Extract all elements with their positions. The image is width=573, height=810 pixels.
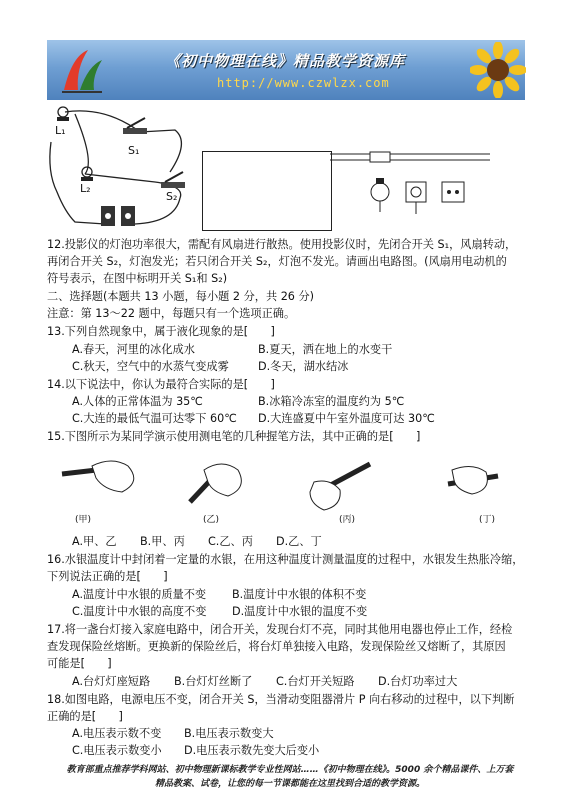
q18-option-c[interactable]: C.电压表示数变小 — [72, 744, 162, 757]
q15-stem: 15.下图所示为某同学演示使用测电笔的几种握笔方法，其中正确的是[ ] — [47, 430, 421, 443]
footer-line-1: 教育部重点推荐学科网站、初中物理新课标教学专业性网站……《初中物理在线》。5000 余个精品课件、上万套 — [66, 765, 514, 775]
q15-option-d[interactable]: D.乙、丁 — [276, 535, 322, 548]
site-logo-icon — [58, 46, 106, 96]
q12-line-3: 符号表示，在图中标明开关 S₁和 S₂) — [47, 272, 228, 285]
q15-option-a[interactable]: A.甲、乙 — [72, 535, 117, 548]
q14-option-d[interactable]: D.大连盛夏中午室外温度可达 30℃ — [258, 412, 435, 425]
q18-stem-1: 18.如图电路，电源电压不变，闭合开关 S，当滑动变阻器滑片 P 向右移动的过程中，以下判断 — [47, 693, 515, 706]
battery-icon — [101, 206, 135, 226]
switch-s1-icon — [123, 118, 147, 134]
sunflower-icon — [470, 42, 526, 98]
answer-box — [202, 151, 332, 231]
caption-bing: (丙) — [339, 515, 356, 525]
caption-jia: (甲) — [75, 515, 92, 525]
test-pencil-grips-figure — [52, 452, 522, 528]
q17-stem-2: 查发现保险丝熔断。更换新的保险丝后，将台灯单独接入电路，发现保险丝又熔断了，其原因 — [47, 640, 506, 653]
q18-option-d[interactable]: D.电压表示数先变大后变小 — [184, 744, 320, 757]
q17-stem-1: 17.将一盏台灯接入家庭电路中，闭合开关，发现台灯不亮，同时其他用电器也停止工作，经检 — [47, 623, 513, 636]
socket-icon — [442, 182, 464, 202]
bulb-l1-icon — [57, 107, 69, 121]
section-heading: 二、选择题(本题共 13 小题，每小题 2 分，共 26 分) — [47, 290, 315, 303]
q16-stem-1: 16.水银温度计中封闭着一定量的水银，在用这种温度计测量温度的过程中，水银发生热胀冷缩， — [47, 553, 524, 566]
q17-option-c[interactable]: C.台灯开关短路 — [276, 675, 355, 688]
hand-grip-bing-icon — [310, 464, 370, 510]
section-note: 注意：第 13～22 题中，每题只有一个选项正确。 — [47, 307, 296, 320]
q15-option-b[interactable]: B.甲、丙 — [140, 535, 185, 548]
q14-option-a[interactable]: A.人体的正常体温为 35℃ — [72, 395, 203, 408]
q17-option-a[interactable]: A.台灯灯座短路 — [72, 675, 151, 688]
q13-option-d[interactable]: D.冬天，湖水结冰 — [258, 360, 349, 373]
label-l2: L₂ — [80, 182, 91, 195]
q16-stem-2: 下列说法正确的是[ ] — [47, 570, 168, 583]
q12-line-2: 再闭合开关 S₂，灯泡发光；若只闭合开关 S₂，灯泡不发光。请画出电路图。(风扇用电动机的 — [47, 255, 507, 268]
q13-stem: 13.下列自然现象中，属于液化现象的是[ ] — [47, 325, 275, 338]
bulb-icon — [371, 178, 389, 212]
q13-option-c[interactable]: C.秋天，空气中的水蒸气变成雾 — [72, 360, 229, 373]
q14-option-b[interactable]: B.冰箱冷冻室的温度约为 5℃ — [258, 395, 405, 408]
q13-option-a[interactable]: A.春天，河里的冰化成水 — [72, 343, 195, 356]
caption-yi: (乙) — [203, 515, 220, 525]
banner-url[interactable]: http://www.czwlzx.com — [217, 76, 390, 90]
q16-option-a[interactable]: A.温度计中水银的质量不变 — [72, 588, 207, 601]
hand-grip-jia-icon — [62, 461, 134, 492]
circuit-sketch-figure — [45, 102, 195, 230]
q14-stem: 14.以下说法中，你认为最符合实际的是[ ] — [47, 378, 275, 391]
wall-switch-icon — [406, 182, 426, 214]
switch-s2-icon — [161, 172, 185, 188]
q15-option-c[interactable]: C.乙、丙 — [208, 535, 253, 548]
caption-ding: (丁) — [479, 515, 496, 525]
q17-option-b[interactable]: B.台灯灯丝断了 — [174, 675, 253, 688]
q16-option-b[interactable]: B.温度计中水银的体积不变 — [232, 588, 367, 601]
q16-option-c[interactable]: C.温度计中水银的高度不变 — [72, 605, 207, 618]
device-symbols-figure — [330, 142, 490, 232]
q14-option-c[interactable]: C.大连的最低气温可达零下 60℃ — [72, 412, 237, 425]
q17-option-d[interactable]: D.台灯功率过大 — [378, 675, 458, 688]
label-s2: S₂ — [166, 190, 178, 203]
q18-stem-2: 正确的是[ ] — [47, 710, 123, 723]
footer-line-2: 精品教案、试卷，让您的每一节课都能在这里找到合适的教学资源。 — [154, 779, 425, 789]
hand-grip-yi-icon — [190, 464, 241, 502]
header-banner — [47, 40, 525, 100]
q17-stem-3: 可能是[ ] — [47, 657, 112, 670]
q13-option-b[interactable]: B.夏天，洒在地上的水变干 — [258, 343, 393, 356]
q18-option-b[interactable]: B.电压表示数变大 — [184, 727, 274, 740]
banner-title: 《初中物理在线》精品教学资源库 — [165, 52, 406, 70]
q18-option-a[interactable]: A.电压表示数不变 — [72, 727, 162, 740]
q12-line-1: 12.投影仪的灯泡功率很大，需配有风扇进行散热。使用投影仪时，先闭合开关 S₁，风扇转动， — [47, 238, 517, 251]
hand-grip-ding-icon — [448, 466, 498, 494]
label-l1: L₁ — [55, 124, 66, 137]
label-s1: S₁ — [128, 144, 140, 157]
q16-option-d[interactable]: D.温度计中水银的温度不变 — [232, 605, 368, 618]
